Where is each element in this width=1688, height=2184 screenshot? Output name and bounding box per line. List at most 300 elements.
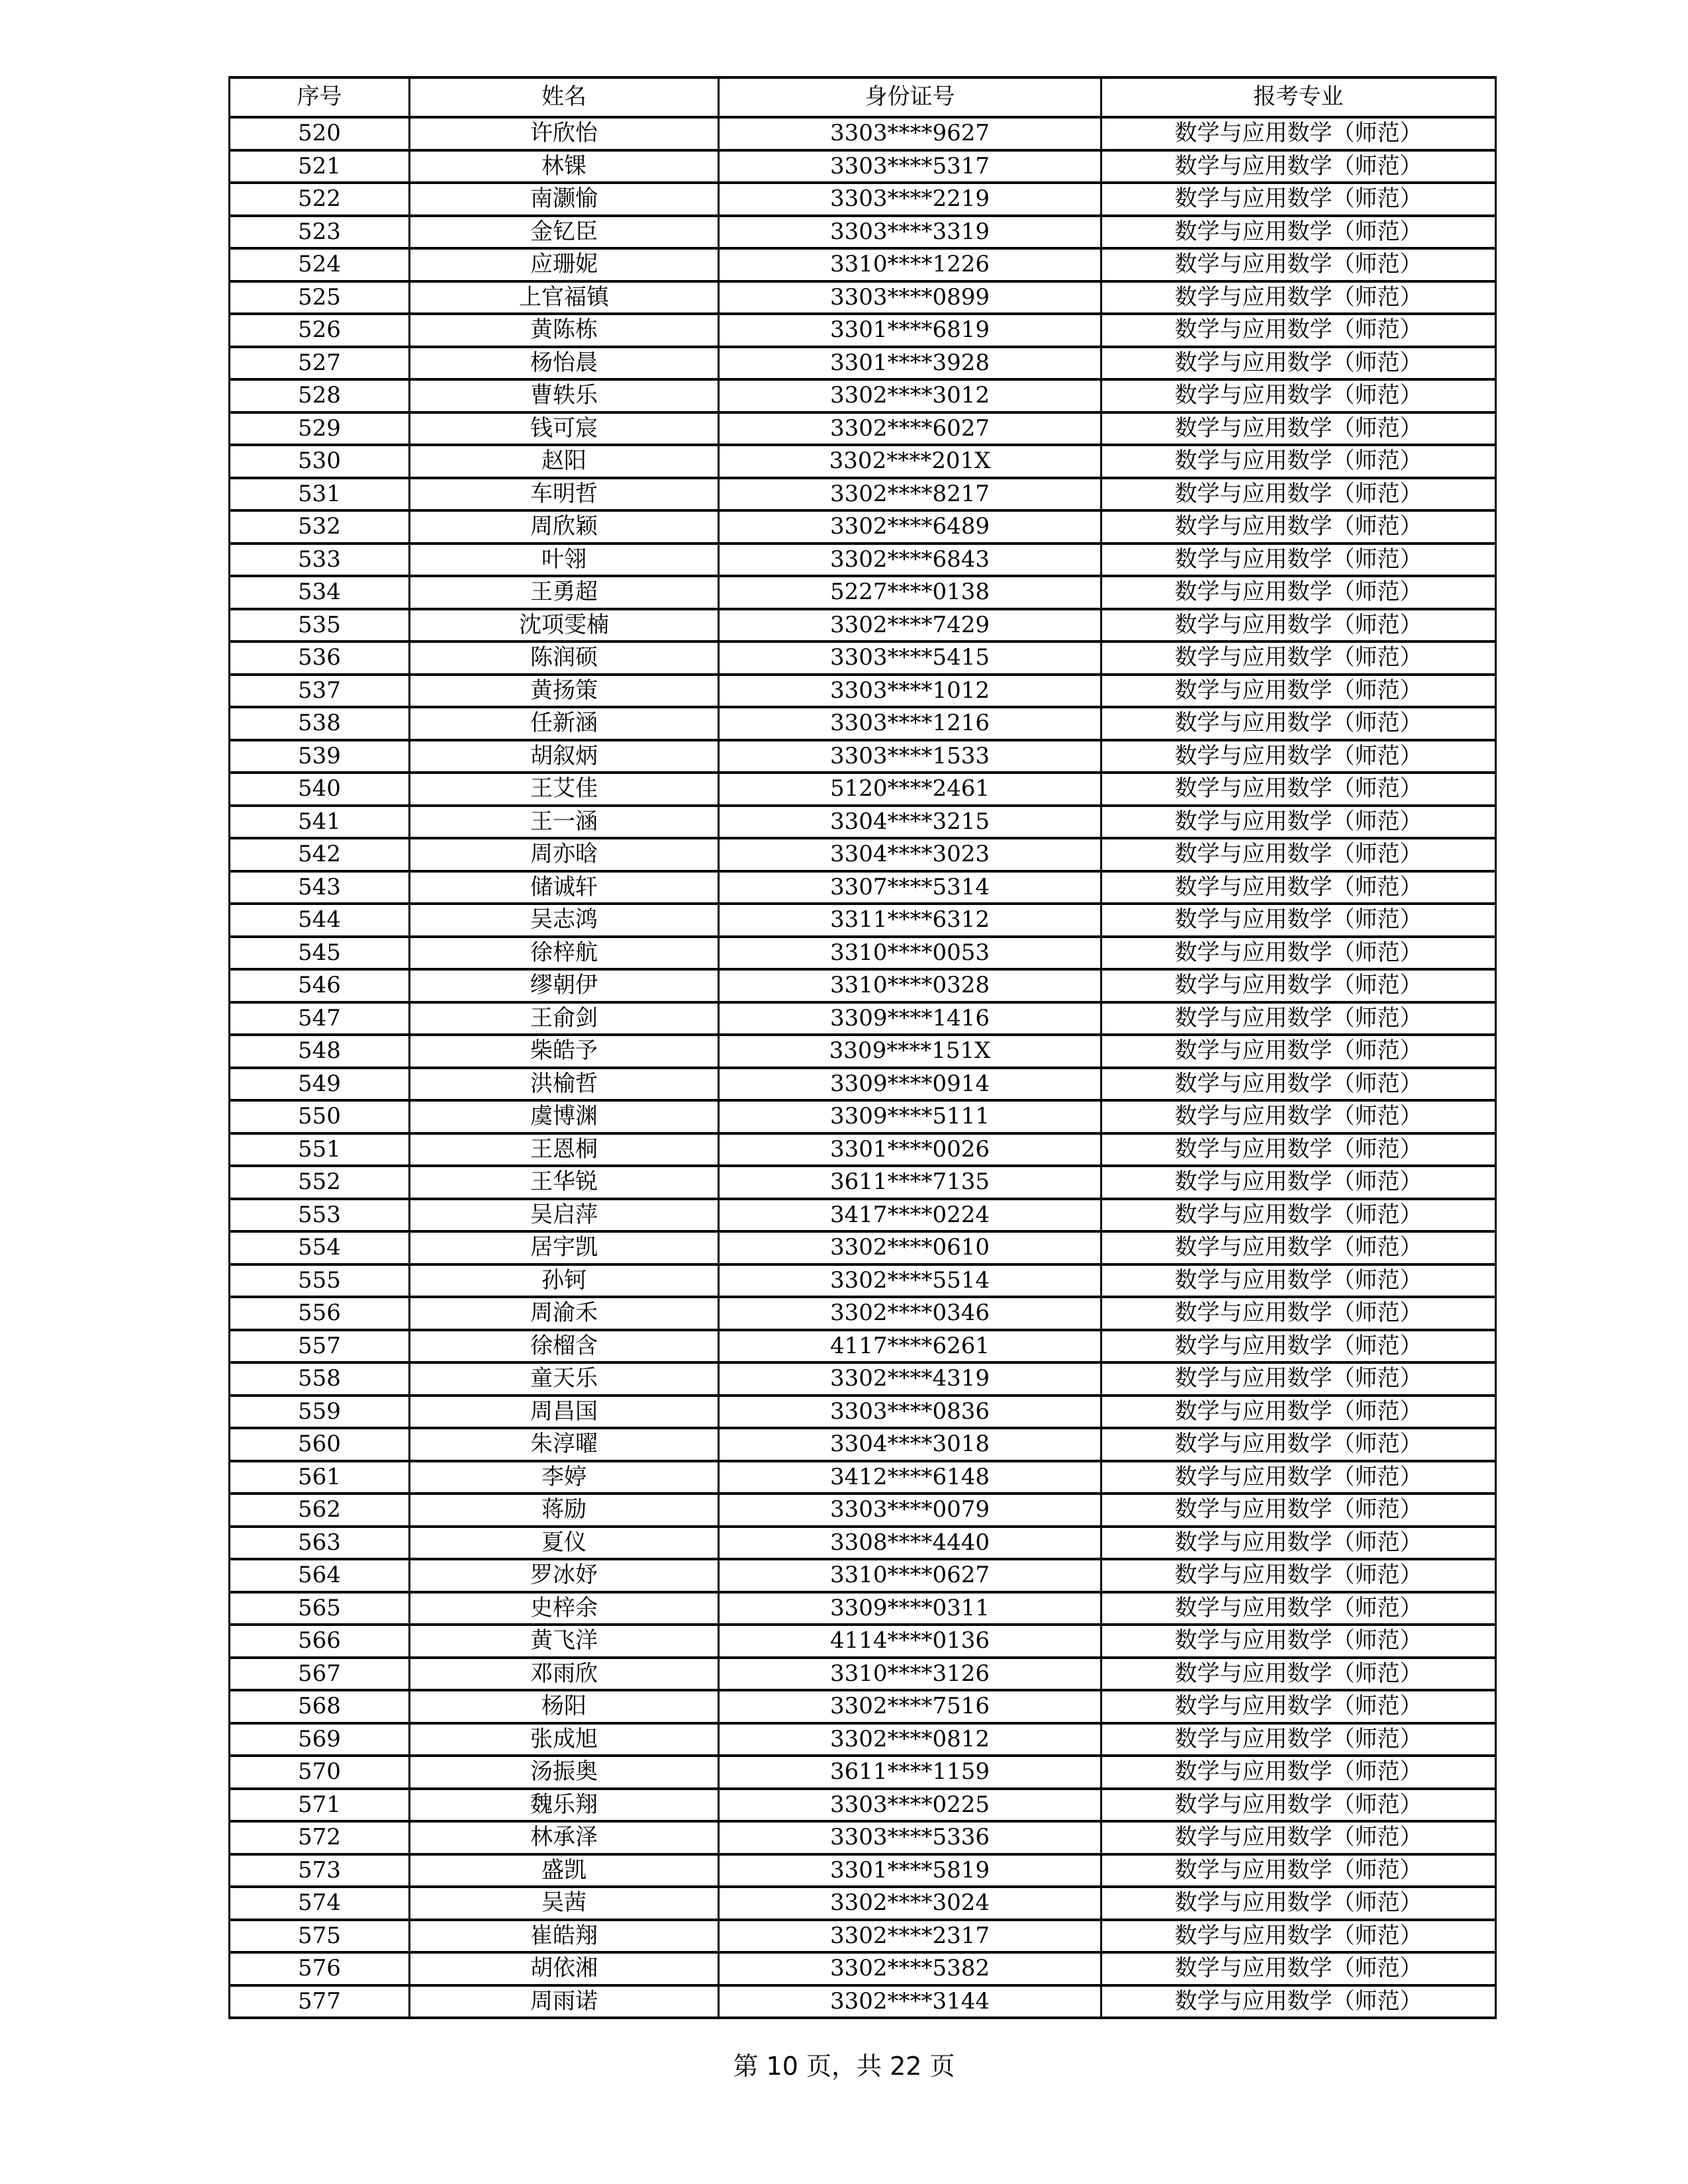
table-row xyxy=(230,1756,1496,1789)
cell-major: 数学与应用数学（师范） xyxy=(1102,478,1496,511)
cell-name: 吴志鸿 xyxy=(410,904,719,937)
cell-major: 数学与应用数学（师范） xyxy=(1102,1100,1496,1133)
table-row xyxy=(230,1428,1496,1461)
header-row xyxy=(230,77,1496,117)
cell-major: 数学与应用数学（师范） xyxy=(1102,675,1496,708)
table-row xyxy=(230,1821,1496,1854)
cell-name: 周欣颖 xyxy=(410,510,719,544)
cell-id-number: 3302****7516 xyxy=(719,1690,1102,1723)
cell-name: 朱淳曜 xyxy=(410,1428,719,1461)
table-row xyxy=(230,871,1496,904)
cell-serial: 573 xyxy=(230,1854,410,1887)
table-row xyxy=(230,379,1496,412)
table-row xyxy=(230,1297,1496,1330)
cell-id-number: 3301****3928 xyxy=(719,347,1102,380)
cell-id-number: 3303****3319 xyxy=(719,216,1102,249)
cell-id-number: 3310****0627 xyxy=(719,1559,1102,1592)
cell-name: 胡依湘 xyxy=(410,1952,719,1985)
table-row xyxy=(230,1952,1496,1985)
table-row xyxy=(230,1199,1496,1232)
cell-id-number: 5120****2461 xyxy=(719,773,1102,806)
cell-serial: 564 xyxy=(230,1559,410,1592)
table-row xyxy=(230,838,1496,871)
cell-name: 曹轶乐 xyxy=(410,379,719,412)
cell-serial: 529 xyxy=(230,412,410,446)
cell-major: 数学与应用数学（师范） xyxy=(1102,1952,1496,1985)
cell-major: 数学与应用数学（师范） xyxy=(1102,216,1496,249)
cell-serial: 572 xyxy=(230,1821,410,1854)
cell-id-number: 3309****0311 xyxy=(719,1592,1102,1625)
cell-major: 数学与应用数学（师范） xyxy=(1102,1199,1496,1232)
cell-id-number: 3309****151X xyxy=(719,1035,1102,1068)
cell-major: 数学与应用数学（师范） xyxy=(1102,1756,1496,1789)
cell-major: 数学与应用数学（师范） xyxy=(1102,281,1496,314)
cell-name: 王一涵 xyxy=(410,806,719,839)
cell-serial: 538 xyxy=(230,707,410,740)
cell-id-number: 3303****0079 xyxy=(719,1494,1102,1527)
cell-serial: 575 xyxy=(230,1920,410,1953)
table-row xyxy=(230,1330,1496,1363)
header-cell-2: 身份证号 xyxy=(719,77,1102,117)
cell-serial: 559 xyxy=(230,1396,410,1429)
cell-major: 数学与应用数学（师范） xyxy=(1102,183,1496,216)
cell-serial: 565 xyxy=(230,1592,410,1625)
cell-id-number: 3302****0346 xyxy=(719,1297,1102,1330)
cell-serial: 556 xyxy=(230,1297,410,1330)
cell-major: 数学与应用数学（师范） xyxy=(1102,1166,1496,1199)
table-row xyxy=(230,1920,1496,1953)
cell-serial: 537 xyxy=(230,675,410,708)
cell-name: 林承泽 xyxy=(410,1821,719,1854)
table-row xyxy=(230,609,1496,642)
cell-major: 数学与应用数学（师范） xyxy=(1102,1231,1496,1264)
cell-serial: 549 xyxy=(230,1068,410,1101)
cell-major: 数学与应用数学（师范） xyxy=(1102,314,1496,347)
cell-serial: 560 xyxy=(230,1428,410,1461)
cell-id-number: 3417****0224 xyxy=(719,1199,1102,1232)
cell-id-number: 3304****3023 xyxy=(719,838,1102,871)
cell-name: 黄扬策 xyxy=(410,675,719,708)
cell-id-number: 3303****0836 xyxy=(719,1396,1102,1429)
table-row xyxy=(230,117,1496,150)
table-row xyxy=(230,773,1496,806)
header-cell-3: 报考专业 xyxy=(1102,77,1496,117)
cell-name: 金钇臣 xyxy=(410,216,719,249)
table-row xyxy=(230,412,1496,446)
table-row xyxy=(230,183,1496,216)
cell-id-number: 3303****1012 xyxy=(719,675,1102,708)
cell-name: 徐梓航 xyxy=(410,937,719,970)
table-row xyxy=(230,1133,1496,1166)
cell-major: 数学与应用数学（师范） xyxy=(1102,1133,1496,1166)
cell-major: 数学与应用数学（师范） xyxy=(1102,609,1496,642)
cell-major: 数学与应用数学（师范） xyxy=(1102,1985,1496,2018)
cell-name: 吴茜 xyxy=(410,1887,719,1920)
cell-id-number: 3302****5382 xyxy=(719,1952,1102,1985)
cell-name: 盛凯 xyxy=(410,1854,719,1887)
table-row xyxy=(230,1527,1496,1560)
cell-name: 上官福镇 xyxy=(410,281,719,314)
cell-id-number: 3302****8217 xyxy=(719,478,1102,511)
cell-name: 周渝禾 xyxy=(410,1297,719,1330)
table-row xyxy=(230,937,1496,970)
cell-name: 邓雨欣 xyxy=(410,1658,719,1691)
cell-id-number: 3302****6027 xyxy=(719,412,1102,446)
cell-id-number: 3303****5317 xyxy=(719,150,1102,183)
table-row xyxy=(230,281,1496,314)
footer-prefix: 第 xyxy=(733,2052,767,2081)
cell-major: 数学与应用数学（师范） xyxy=(1102,347,1496,380)
cell-id-number: 3302****0610 xyxy=(719,1231,1102,1264)
cell-id-number: 3302****6489 xyxy=(719,510,1102,544)
cell-major: 数学与应用数学（师范） xyxy=(1102,150,1496,183)
cell-serial: 550 xyxy=(230,1100,410,1133)
table-row xyxy=(230,216,1496,249)
cell-name: 洪榆哲 xyxy=(410,1068,719,1101)
cell-serial: 551 xyxy=(230,1133,410,1166)
cell-id-number: 3309****1416 xyxy=(719,1002,1102,1035)
cell-major: 数学与应用数学（师范） xyxy=(1102,937,1496,970)
cell-id-number: 3302****6843 xyxy=(719,544,1102,577)
cell-major: 数学与应用数学（师范） xyxy=(1102,1723,1496,1756)
cell-serial: 540 xyxy=(230,773,410,806)
table-row xyxy=(230,1166,1496,1199)
cell-major: 数学与应用数学（师范） xyxy=(1102,1625,1496,1658)
cell-id-number: 3304****3215 xyxy=(719,806,1102,839)
cell-id-number: 5227****0138 xyxy=(719,576,1102,609)
cell-id-number: 3302****3144 xyxy=(719,1985,1102,2018)
table-row xyxy=(230,314,1496,347)
table-row xyxy=(230,1362,1496,1396)
cell-name: 周雨诺 xyxy=(410,1985,719,2018)
cell-id-number: 3611****1159 xyxy=(719,1756,1102,1789)
cell-name: 储诚轩 xyxy=(410,871,719,904)
cell-serial: 570 xyxy=(230,1756,410,1789)
cell-major: 数学与应用数学（师范） xyxy=(1102,1396,1496,1429)
cell-major: 数学与应用数学（师范） xyxy=(1102,904,1496,937)
cell-serial: 532 xyxy=(230,510,410,544)
cell-major: 数学与应用数学（师范） xyxy=(1102,806,1496,839)
cell-name: 许欣怡 xyxy=(410,117,719,150)
table-row xyxy=(230,1002,1496,1035)
cell-major: 数学与应用数学（师范） xyxy=(1102,1035,1496,1068)
table-row xyxy=(230,445,1496,478)
cell-id-number: 3303****5336 xyxy=(719,1821,1102,1854)
cell-serial: 544 xyxy=(230,904,410,937)
cell-id-number: 3303****1216 xyxy=(719,707,1102,740)
cell-major: 数学与应用数学（师范） xyxy=(1102,412,1496,446)
cell-serial: 557 xyxy=(230,1330,410,1363)
table-row xyxy=(230,1396,1496,1429)
table-row xyxy=(230,969,1496,1002)
cell-major: 数学与应用数学（师范） xyxy=(1102,248,1496,281)
cell-serial: 576 xyxy=(230,1952,410,1985)
cell-serial: 534 xyxy=(230,576,410,609)
cell-id-number: 3310****0328 xyxy=(719,969,1102,1002)
cell-major: 数学与应用数学（师范） xyxy=(1102,1559,1496,1592)
cell-major: 数学与应用数学（师范） xyxy=(1102,838,1496,871)
cell-id-number: 3301****0026 xyxy=(719,1133,1102,1166)
cell-id-number: 3302****4319 xyxy=(719,1362,1102,1396)
cell-name: 林锞 xyxy=(410,150,719,183)
cell-id-number: 3303****9627 xyxy=(719,117,1102,150)
cell-name: 王勇超 xyxy=(410,576,719,609)
cell-name: 孙钶 xyxy=(410,1264,719,1298)
cell-serial: 548 xyxy=(230,1035,410,1068)
table-row xyxy=(230,1461,1496,1494)
cell-serial: 561 xyxy=(230,1461,410,1494)
page-footer xyxy=(0,2049,1688,2083)
cell-id-number: 3303****5415 xyxy=(719,641,1102,675)
candidates-table xyxy=(228,76,1497,2019)
table-row xyxy=(230,1035,1496,1068)
cell-serial: 523 xyxy=(230,216,410,249)
cell-name: 王艾佳 xyxy=(410,773,719,806)
cell-name: 虞博渊 xyxy=(410,1100,719,1133)
cell-id-number: 3310****0053 xyxy=(719,937,1102,970)
cell-id-number: 3311****6312 xyxy=(719,904,1102,937)
cell-major: 数学与应用数学（师范） xyxy=(1102,510,1496,544)
footer-middle: 页，共 xyxy=(798,2052,890,2081)
table-row xyxy=(230,1100,1496,1133)
cell-serial: 571 xyxy=(230,1789,410,1822)
cell-major: 数学与应用数学（师范） xyxy=(1102,1264,1496,1298)
cell-serial: 577 xyxy=(230,1985,410,2018)
table-row xyxy=(230,478,1496,511)
cell-serial: 542 xyxy=(230,838,410,871)
table-row xyxy=(230,150,1496,183)
cell-name: 史梓余 xyxy=(410,1592,719,1625)
cell-id-number: 3308****4440 xyxy=(719,1527,1102,1560)
cell-name: 夏仪 xyxy=(410,1527,719,1560)
cell-serial: 568 xyxy=(230,1690,410,1723)
cell-major: 数学与应用数学（师范） xyxy=(1102,969,1496,1002)
cell-serial: 553 xyxy=(230,1199,410,1232)
table-row xyxy=(230,1985,1496,2018)
cell-id-number: 3310****1226 xyxy=(719,248,1102,281)
table-body xyxy=(230,117,1496,2018)
cell-major: 数学与应用数学（师范） xyxy=(1102,740,1496,773)
cell-major: 数学与应用数学（师范） xyxy=(1102,1887,1496,1920)
cell-name: 李婷 xyxy=(410,1461,719,1494)
table-row xyxy=(230,1068,1496,1101)
cell-major: 数学与应用数学（师范） xyxy=(1102,1068,1496,1101)
cell-name: 黄陈栋 xyxy=(410,314,719,347)
cell-name: 周亦晗 xyxy=(410,838,719,871)
cell-major: 数学与应用数学（师范） xyxy=(1102,1658,1496,1691)
cell-name: 沈项雯楠 xyxy=(410,609,719,642)
cell-name: 张成旭 xyxy=(410,1723,719,1756)
cell-id-number: 3302****0812 xyxy=(719,1723,1102,1756)
cell-id-number: 3307****5314 xyxy=(719,871,1102,904)
cell-id-number: 3303****0225 xyxy=(719,1789,1102,1822)
cell-name: 蒋励 xyxy=(410,1494,719,1527)
cell-major: 数学与应用数学（师范） xyxy=(1102,1527,1496,1560)
header-cell-0: 序号 xyxy=(230,77,410,117)
table-row xyxy=(230,1658,1496,1691)
table-row xyxy=(230,248,1496,281)
table-row xyxy=(230,544,1496,577)
cell-major: 数学与应用数学（师范） xyxy=(1102,1821,1496,1854)
cell-name: 周昌国 xyxy=(410,1396,719,1429)
cell-name: 吴启萍 xyxy=(410,1199,719,1232)
cell-serial: 563 xyxy=(230,1527,410,1560)
cell-id-number: 3309****0914 xyxy=(719,1068,1102,1101)
cell-id-number: 3309****5111 xyxy=(719,1100,1102,1133)
cell-id-number: 3302****3024 xyxy=(719,1887,1102,1920)
cell-major: 数学与应用数学（师范） xyxy=(1102,1002,1496,1035)
cell-id-number: 3303****2219 xyxy=(719,183,1102,216)
cell-id-number: 3301****5819 xyxy=(719,1854,1102,1887)
cell-major: 数学与应用数学（师范） xyxy=(1102,379,1496,412)
cell-name: 柴皓予 xyxy=(410,1035,719,1068)
cell-serial: 541 xyxy=(230,806,410,839)
cell-major: 数学与应用数学（师范） xyxy=(1102,1461,1496,1494)
cell-name: 任新涵 xyxy=(410,707,719,740)
cell-major: 数学与应用数学（师范） xyxy=(1102,1920,1496,1953)
cell-name: 童天乐 xyxy=(410,1362,719,1396)
cell-name: 车明哲 xyxy=(410,478,719,511)
cell-serial: 554 xyxy=(230,1231,410,1264)
cell-name: 缪朝伊 xyxy=(410,969,719,1002)
cell-name: 居宇凯 xyxy=(410,1231,719,1264)
cell-major: 数学与应用数学（师范） xyxy=(1102,1330,1496,1363)
table-row xyxy=(230,1789,1496,1822)
table-row xyxy=(230,510,1496,544)
cell-name: 黄飞洋 xyxy=(410,1625,719,1658)
cell-major: 数学与应用数学（师范） xyxy=(1102,1362,1496,1396)
candidate-list-section xyxy=(228,76,1495,2019)
cell-serial: 569 xyxy=(230,1723,410,1756)
table-row xyxy=(230,641,1496,675)
table-row xyxy=(230,707,1496,740)
cell-serial: 546 xyxy=(230,969,410,1002)
cell-serial: 574 xyxy=(230,1887,410,1920)
table-row xyxy=(230,675,1496,708)
cell-serial: 535 xyxy=(230,609,410,642)
cell-serial: 566 xyxy=(230,1625,410,1658)
cell-name: 王恩桐 xyxy=(410,1133,719,1166)
table-row xyxy=(230,1887,1496,1920)
cell-major: 数学与应用数学（师范） xyxy=(1102,1428,1496,1461)
cell-name: 赵阳 xyxy=(410,445,719,478)
table-row xyxy=(230,1264,1496,1298)
cell-serial: 522 xyxy=(230,183,410,216)
cell-id-number: 3302****7429 xyxy=(719,609,1102,642)
cell-major: 数学与应用数学（师范） xyxy=(1102,1789,1496,1822)
table-row xyxy=(230,740,1496,773)
table-row xyxy=(230,904,1496,937)
cell-id-number: 3302****2317 xyxy=(719,1920,1102,1953)
cell-major: 数学与应用数学（师范） xyxy=(1102,1854,1496,1887)
cell-serial: 526 xyxy=(230,314,410,347)
cell-name: 崔皓翔 xyxy=(410,1920,719,1953)
cell-id-number: 4117****6261 xyxy=(719,1330,1102,1363)
cell-name: 胡叙炳 xyxy=(410,740,719,773)
cell-serial: 531 xyxy=(230,478,410,511)
cell-serial: 525 xyxy=(230,281,410,314)
table-row xyxy=(230,806,1496,839)
cell-name: 应珊妮 xyxy=(410,248,719,281)
cell-name: 王华锐 xyxy=(410,1166,719,1199)
table-row xyxy=(230,1625,1496,1658)
table-row xyxy=(230,576,1496,609)
table-row xyxy=(230,1723,1496,1756)
cell-serial: 547 xyxy=(230,1002,410,1035)
cell-major: 数学与应用数学（师范） xyxy=(1102,1690,1496,1723)
cell-serial: 539 xyxy=(230,740,410,773)
cell-id-number: 3310****3126 xyxy=(719,1658,1102,1691)
cell-id-number: 3301****6819 xyxy=(719,314,1102,347)
cell-id-number: 3304****3018 xyxy=(719,1428,1102,1461)
cell-name: 魏乐翔 xyxy=(410,1789,719,1822)
cell-name: 南灏愉 xyxy=(410,183,719,216)
cell-major: 数学与应用数学（师范） xyxy=(1102,773,1496,806)
cell-major: 数学与应用数学（师范） xyxy=(1102,1592,1496,1625)
cell-id-number: 3302****3012 xyxy=(719,379,1102,412)
cell-major: 数学与应用数学（师范） xyxy=(1102,576,1496,609)
cell-serial: 521 xyxy=(230,150,410,183)
footer-total-pages: 22 xyxy=(890,2052,922,2081)
cell-serial: 530 xyxy=(230,445,410,478)
cell-serial: 527 xyxy=(230,347,410,380)
cell-serial: 528 xyxy=(230,379,410,412)
table-row xyxy=(230,1854,1496,1887)
cell-serial: 533 xyxy=(230,544,410,577)
cell-major: 数学与应用数学（师范） xyxy=(1102,445,1496,478)
cell-major: 数学与应用数学（师范） xyxy=(1102,544,1496,577)
table-row xyxy=(230,1559,1496,1592)
table-row xyxy=(230,1494,1496,1527)
cell-major: 数学与应用数学（师范） xyxy=(1102,641,1496,675)
footer-suffix: 页 xyxy=(921,2052,955,2081)
cell-id-number: 3302****201X xyxy=(719,445,1102,478)
cell-serial: 545 xyxy=(230,937,410,970)
cell-id-number: 4114****0136 xyxy=(719,1625,1102,1658)
cell-id-number: 3412****6148 xyxy=(719,1461,1102,1494)
cell-serial: 555 xyxy=(230,1264,410,1298)
cell-name: 杨阳 xyxy=(410,1690,719,1723)
cell-serial: 552 xyxy=(230,1166,410,1199)
cell-serial: 558 xyxy=(230,1362,410,1396)
cell-major: 数学与应用数学（师范） xyxy=(1102,871,1496,904)
cell-serial: 536 xyxy=(230,641,410,675)
cell-id-number: 3611****7135 xyxy=(719,1166,1102,1199)
table-row xyxy=(230,1592,1496,1625)
cell-name: 罗冰妤 xyxy=(410,1559,719,1592)
cell-name: 杨怡晨 xyxy=(410,347,719,380)
cell-serial: 543 xyxy=(230,871,410,904)
cell-name: 陈润硕 xyxy=(410,641,719,675)
cell-major: 数学与应用数学（师范） xyxy=(1102,1297,1496,1330)
cell-name: 王俞剑 xyxy=(410,1002,719,1035)
cell-serial: 524 xyxy=(230,248,410,281)
footer-page-number: 10 xyxy=(766,2052,798,2081)
cell-serial: 562 xyxy=(230,1494,410,1527)
cell-name: 汤振奥 xyxy=(410,1756,719,1789)
cell-serial: 567 xyxy=(230,1658,410,1691)
table-row xyxy=(230,347,1496,380)
table-row xyxy=(230,1690,1496,1723)
cell-id-number: 3303****1533 xyxy=(719,740,1102,773)
header-cell-1: 姓名 xyxy=(410,77,719,117)
cell-id-number: 3302****5514 xyxy=(719,1264,1102,1298)
cell-serial: 520 xyxy=(230,117,410,150)
cell-name: 徐榴含 xyxy=(410,1330,719,1363)
cell-major: 数学与应用数学（师范） xyxy=(1102,117,1496,150)
cell-major: 数学与应用数学（师范） xyxy=(1102,1494,1496,1527)
cell-name: 叶翎 xyxy=(410,544,719,577)
